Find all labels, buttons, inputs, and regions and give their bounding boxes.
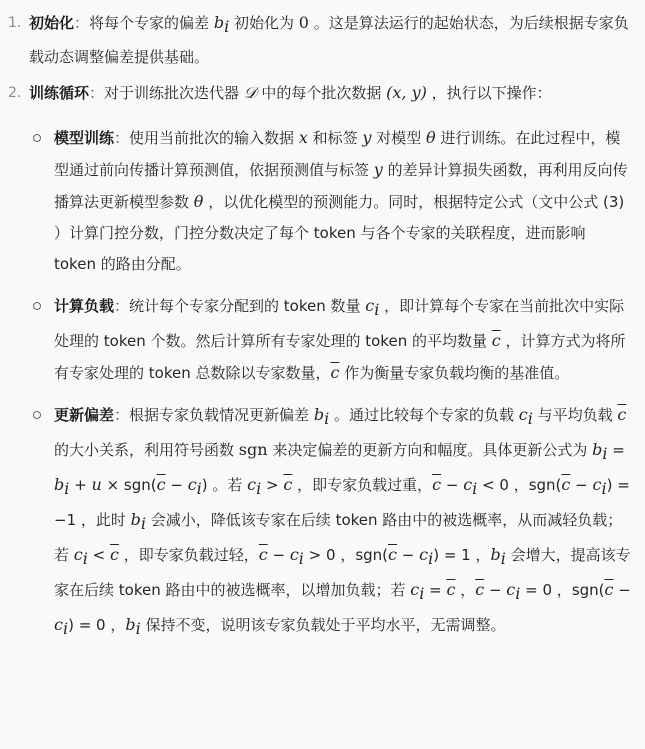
math-cbar: $\overline{c}$ bbox=[491, 331, 501, 350]
text: > 0 ， bbox=[303, 546, 356, 564]
text: 对模型 bbox=[371, 129, 426, 147]
item-title: 初始化 bbox=[29, 14, 75, 32]
math: $\overline{c}$ bbox=[283, 475, 293, 494]
text: 统计每个专家分配到的 token 数量 bbox=[129, 297, 366, 315]
text: 中的每个批次数据 bbox=[256, 84, 387, 102]
text: < bbox=[87, 546, 110, 564]
text: 。这是算法运行的起始状态，为后续根据专家负载动态调整偏差提供基础。 bbox=[29, 14, 629, 66]
text: > bbox=[261, 476, 284, 494]
math: c bbox=[54, 615, 63, 634]
math: θ bbox=[193, 192, 204, 211]
math: c bbox=[187, 475, 197, 494]
text: ) = −1 ，此时 bbox=[54, 476, 630, 529]
colon: ： bbox=[114, 129, 130, 147]
bullet-icon bbox=[33, 134, 41, 142]
text: < 0 ， bbox=[477, 476, 529, 494]
math: b bbox=[54, 475, 65, 494]
text: sgn( bbox=[528, 476, 562, 494]
text: 作为衡量专家负载均衡的基准值。 bbox=[339, 364, 570, 382]
list-item-training-loop bbox=[0, 78, 631, 644]
math: u bbox=[91, 475, 102, 494]
item-title: 模型训练 bbox=[54, 129, 115, 147]
text: 会减小，降低该专家在后续 token 路由中的被选概率，从而减轻负载；若 bbox=[54, 511, 623, 564]
math: c bbox=[73, 545, 83, 564]
text: 会增大，提高该专家在后续 token 路由中的被选概率，以增加负载；若 bbox=[54, 546, 631, 599]
text: ，即计算每个专家在当前批次中实际处理的 token 个数。然后计算所有专家处理的 token 的平均数量 bbox=[54, 297, 625, 350]
math: i bbox=[601, 479, 607, 498]
text: − bbox=[441, 476, 464, 494]
math: $\overline{c}$ bbox=[156, 475, 166, 494]
math: c bbox=[506, 580, 516, 599]
text: 使用当前批次的输入数据 bbox=[129, 129, 299, 147]
algorithm-steps-list bbox=[0, 8, 631, 644]
math: c bbox=[518, 405, 528, 424]
text: 与平均负载 bbox=[532, 406, 618, 424]
text: = bbox=[424, 581, 447, 599]
list-number: 1. bbox=[8, 15, 22, 31]
math: b bbox=[130, 510, 141, 529]
text: 根据专家负载情况更新偏差 bbox=[129, 406, 314, 424]
math: i bbox=[527, 409, 533, 428]
math: i bbox=[602, 444, 608, 463]
text: − bbox=[484, 581, 507, 599]
text: − bbox=[570, 476, 593, 494]
item-title: 训练循环 bbox=[29, 84, 90, 102]
math: i bbox=[298, 549, 304, 568]
math: b bbox=[313, 405, 325, 424]
list-number: 2. bbox=[8, 85, 22, 101]
math: $\overline{c}$ bbox=[388, 545, 397, 564]
math: c bbox=[410, 580, 420, 599]
math-D: 𝒟 bbox=[243, 83, 257, 102]
text: 。通过比较每个专家的负载 bbox=[329, 406, 519, 424]
text: 进行训练。在此过程中，模型通过前向传播计算预测值，依据预测值与标签 bbox=[54, 129, 621, 179]
math-zero: 0 bbox=[298, 13, 309, 32]
math: y bbox=[373, 160, 383, 179]
math: $\overline{c}$ bbox=[617, 405, 627, 424]
text: ) 。若 bbox=[201, 476, 248, 494]
text: 对于训练批次迭代器 bbox=[104, 84, 244, 102]
math: i bbox=[324, 409, 330, 428]
math-sub: i bbox=[374, 300, 380, 319]
text: ，即专家负载过重， bbox=[292, 476, 433, 494]
update-bias-body bbox=[54, 405, 631, 638]
colon: ： bbox=[114, 406, 130, 424]
subitem-update-bias bbox=[29, 399, 631, 644]
subitem-model-training bbox=[29, 122, 631, 280]
math-sub: i bbox=[224, 17, 230, 36]
math: $\overline{c}$ bbox=[432, 475, 442, 494]
text: − bbox=[613, 581, 631, 599]
text: ，即专家负载过轻， bbox=[118, 546, 259, 564]
math: sgn bbox=[238, 440, 268, 459]
text: − bbox=[267, 546, 290, 564]
math: i bbox=[515, 584, 521, 603]
math: c bbox=[463, 475, 473, 494]
math: c bbox=[365, 296, 375, 315]
math: $\overline{c}$ bbox=[446, 580, 456, 599]
math: i bbox=[62, 619, 69, 638]
bullet-icon bbox=[33, 302, 41, 310]
math: i bbox=[140, 514, 147, 533]
colon: ： bbox=[74, 14, 90, 32]
item-title: 更新偏差 bbox=[54, 406, 115, 424]
text: ，执行以下操作： bbox=[426, 84, 552, 102]
text: = 0 ， bbox=[520, 581, 572, 599]
math: i bbox=[500, 549, 506, 568]
math: $\overline{c}$ bbox=[109, 545, 119, 564]
text: 的差异计算损失函数，再利用反向传播算法更新模型参数 bbox=[54, 161, 628, 211]
math: θ bbox=[425, 128, 436, 147]
math: i bbox=[428, 549, 434, 568]
math: i bbox=[64, 479, 70, 498]
math: c bbox=[592, 475, 602, 494]
math: x bbox=[298, 128, 308, 147]
list-item-initialize bbox=[0, 8, 631, 72]
text: = bbox=[607, 441, 625, 459]
bullet-icon bbox=[33, 411, 41, 419]
math: y bbox=[362, 128, 372, 147]
math: c bbox=[419, 545, 429, 564]
math: b bbox=[125, 615, 136, 634]
math: $\overline{c}$ bbox=[604, 580, 614, 599]
text: + bbox=[69, 476, 92, 494]
text: − bbox=[397, 546, 420, 564]
text: 初始化为 bbox=[229, 14, 299, 32]
math: i bbox=[196, 479, 202, 498]
text: ) = 1 ， bbox=[433, 546, 491, 564]
text: 保持不变，说明该专家负载处于平均水平，无需调整。 bbox=[140, 616, 506, 634]
text: ， bbox=[455, 581, 476, 599]
math: c bbox=[289, 545, 299, 564]
math: b bbox=[592, 440, 603, 459]
text: sgn( bbox=[571, 581, 605, 599]
math: b bbox=[490, 545, 501, 564]
math: i bbox=[419, 584, 425, 603]
math: i bbox=[256, 479, 262, 498]
text: sgn( bbox=[355, 546, 389, 564]
item-title: 计算负载 bbox=[54, 297, 115, 315]
text: ) = 0 ， bbox=[68, 616, 126, 634]
colon: ： bbox=[89, 84, 105, 102]
math: $\overline{c}$ bbox=[475, 580, 485, 599]
text: 和标签 bbox=[307, 129, 363, 147]
math: i bbox=[135, 619, 141, 638]
text: ，以优化模型的预测能力。同时，根据特定公式（文中公式 (3) ）计算门控分数，门控分数决定了每个 token 与各个专家的关联程度，进而影响 token 的路由分配。 bbox=[54, 193, 625, 273]
math: c bbox=[247, 475, 257, 494]
math: $\overline{c}$ bbox=[258, 545, 268, 564]
text: × sgn( bbox=[101, 476, 157, 494]
training-substeps-list bbox=[29, 122, 631, 644]
math-cbar: $\overline{c}$ bbox=[330, 363, 340, 382]
text: 的大小关系，利用符号函数 bbox=[54, 441, 239, 459]
math-xy: (x, y) bbox=[386, 83, 427, 102]
text: ，计算方式为将所有专家处理的 token 总数除以专家数量， bbox=[54, 332, 626, 382]
colon: ： bbox=[114, 297, 130, 315]
math: i bbox=[472, 479, 478, 498]
subitem-compute-load bbox=[29, 290, 631, 389]
text: 将每个专家的偏差 bbox=[89, 14, 214, 32]
math: i bbox=[82, 549, 88, 568]
text: − bbox=[165, 476, 188, 494]
math: $\overline{c}$ bbox=[561, 475, 571, 494]
math-b: b bbox=[213, 13, 225, 32]
text: 来决定偏差的更新方向和幅度。具体更新公式为 bbox=[267, 441, 593, 459]
